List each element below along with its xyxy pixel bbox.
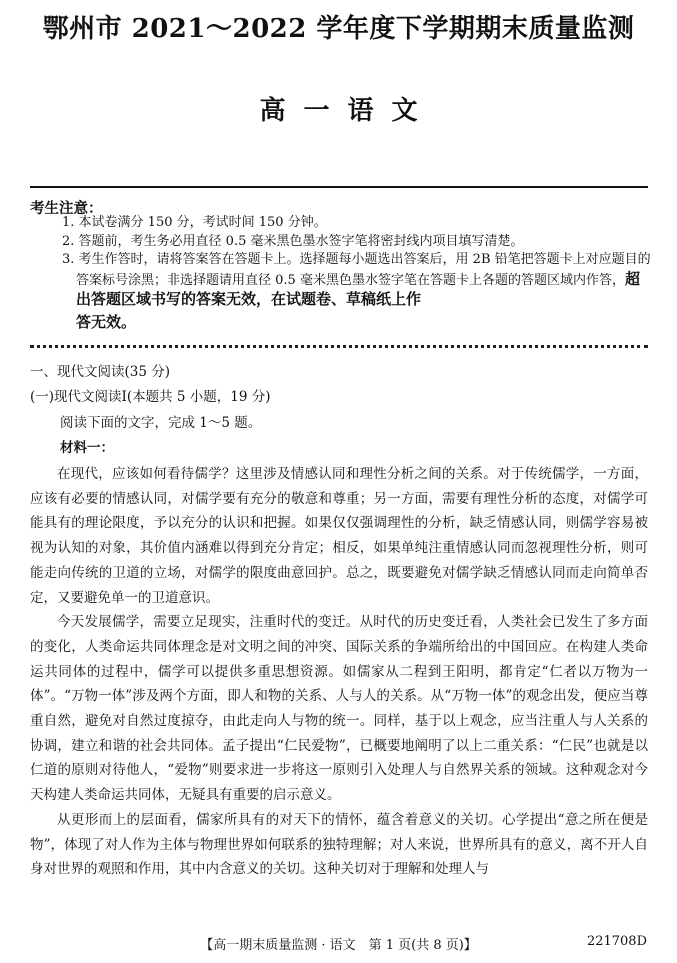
notice-list: [62, 214, 652, 333]
footer-page-label: 【高一期末质量监测 · 语文 第 1 页(共 8 页)】: [200, 938, 477, 953]
subpart-heading: (一)现代文阅读Ⅰ(本题共 5 小题，19 分): [30, 389, 271, 405]
part-heading: 一、现代文阅读(35 分): [30, 364, 171, 380]
footer-code: 221708D: [586, 934, 647, 949]
notice-heading: 考生注意：: [30, 201, 103, 217]
header-rule: [30, 186, 648, 188]
dotted-divider: [30, 345, 648, 348]
reading-instruction: 阅读下面的文字，完成 1～5 题。: [60, 415, 262, 431]
notice-item-3-emphasis-end: 答无效。: [76, 312, 137, 331]
passage-paragraph: 今天发展儒学，需要立足现实，注重时代的变迁。从时代的历史变迁看，人类社会已发生了多方面的变化，人类命运共同体理念是对文明之间的冲突、国际关系的争端所给出的中国回应。在构建人类命运共同体的过程中，儒学可以提供多重思想资源。如儒家从二程到王阳明，都肯定“仁者以万物为一体”。“万物一体”涉及两个方面，即人和物的关系、人与人的关系。从“万物一体”的观念出发，便应当尊重自然，避免对自然过度掠夺，由此走向人与物的统一。同样，基于以上观念，应当注重人与人关系的协调，建立和谐的社会共同体。孟子提出“仁民爱物”，已概要地阐明了以上二重关系：“仁民”也就是以仁道的原则对待他人，“爱物”则要求进一步将这一原则引入处理人与自然界关系的领域。这种观念对今天构建人类命运共同体，无疑具有重要的启示意义。: [30, 614, 648, 804]
notice-item-3: [62, 251, 652, 311]
exam-title: 鄂州市 2021～2022 学年度下学期期末质量监测: [42, 14, 635, 44]
passage-paragraph: 在现代，应该如何看待儒学？这里涉及情感认同和理性分析之间的关系。对于传统儒学，一方面，应该有必要的情感认同，对儒学要有充分的敬意和尊重；另一方面，需要有理性分析的态度，对儒学可能具有的理论限度，予以充分的认识和把握。如果仅仅强调理性的分析，缺乏情感认同，则儒学容易被视为认知的对象，其价值内涵难以得到充分肯定；相反，如果单纯注重情感认同而忽视理性分析，则可能走向传统的卫道的立场，对儒学的限度曲意回护。总之，既要避免对儒学缺乏情感认同而走向简单否定，又要避免单一的卫道意识。: [30, 466, 648, 606]
reading-passage: [30, 462, 648, 882]
notice-item-3-text: 3. 考生作答时，请将答案答在答题卡上。选择题每小题选出答案后，用 2B 铅笔把答题卡上对应题目的答案标号涂黑；非选择题请用直径 0.5 毫米黑色墨水签字笔在答题卡上各题的答题区域内作答，: [62, 252, 651, 288]
notice-item-2: 2. 答题前，考生务必用直径 0.5 毫米黑色墨水签字笔将密封线内项目填写清楚。: [62, 233, 524, 249]
notice-item-3-emphasis: 超出答题区域书写的答案无效，在试题卷、草稿纸上作: [76, 269, 640, 308]
passage-paragraph: 从更形而上的层面看，儒家所具有的对天下的情怀，蕴含着意义的关切。心学提出“意之所在便是物”，体现了对人作为主体与物理世界如何联系的独特理解；对人来说，世界所具有的意义，离不开人自身对世界的观照和作用，其中内含意义的关切。这种关切对于理解和处理人与: [30, 811, 648, 878]
subject-title: 高一语文: [259, 96, 436, 126]
material-label: 材料一：: [60, 440, 114, 456]
notice-item-1: 1. 本试卷满分 150 分，考试时间 150 分钟。: [62, 215, 327, 230]
